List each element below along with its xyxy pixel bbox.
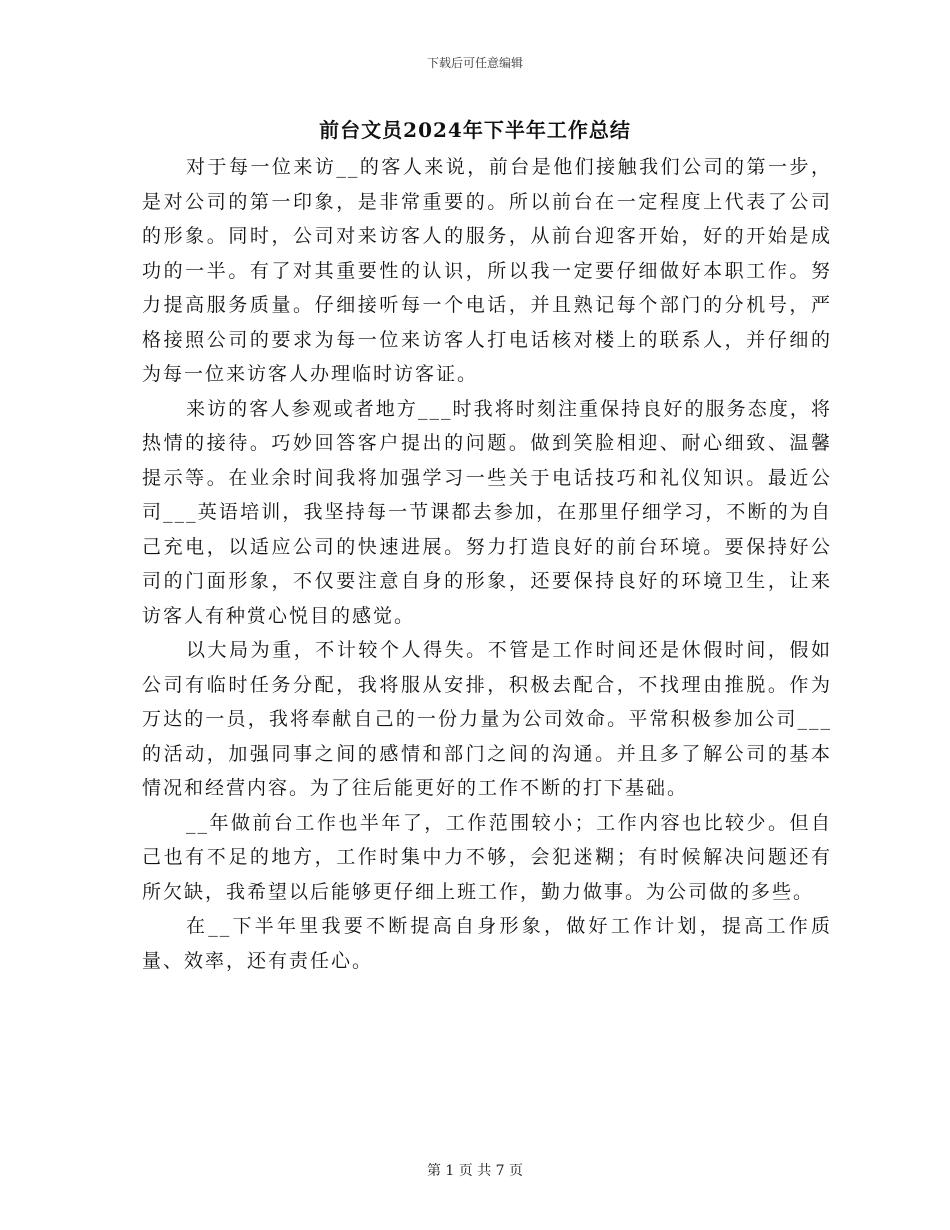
header-note: 下载后可任意编辑 <box>426 56 523 70</box>
paragraph-2: 来访的客人参观或者地方___时我将时刻注重保持良好的服务态度，将热情的接待。巧妙回答客户提出的问题。做到笑脸相迎、耐心细致、温馨提示等。在业余时间我将加强学习一些关于电话技巧和礼仪知识。最近公司___英语培训，我坚持每一节课都去参加，在那里仔细学习，不断的为自己充电，以适应公司的快速进展。努力打造良好的前台环境。要保持好公司的门面形象，不仅要注意自身的形象，还要保持良好的环境卫生，让来访客人有种赏心悦目的感觉。 <box>142 397 832 627</box>
page-number: 第 1 页 共 7 页 <box>426 1163 524 1179</box>
paragraph-3: 以大局为重，不计较个人得失。不管是工作时间还是休假时间，假如公司有临时任务分配，我将服从安排，积极去配合，不找理由推脱。作为万达的一员，我将奉献自己的一份力量为公司效命。平常积极参加公司___的活动，加强同事之间的感情和部门之间的沟通。并且多了解公司的基本情况和经营内容。为了往后能更好的工作不断的打下基础。 <box>142 639 832 799</box>
paragraph-5: 在__下半年里我要不断提高自身形象，做好工作计划，提高工作质量、效率，还有责任心。 <box>142 915 832 972</box>
paragraph-1: 对于每一位来访__的客人来说，前台是他们接触我们公司的第一步，是对公司的第一印象，是非常重要的。所以前台在一定程度上代表了公司的形象。同时，公司对来访客人的服务，从前台迎客开始，好的开始是成功的一半。有了对其重要性的认识，所以我一定要仔细做好本职工作。努力提高服务质量。仔细接听每一个电话，并且熟记每个部门的分机号，严格接照公司的要求为每一位来访客人打电话核对楼上的联系人，并仔细的为每一位来访客人办理临时访客证。 <box>142 156 832 385</box>
document-title: 前台文员2024年下半年工作总结 <box>319 118 631 142</box>
paragraph-4: __年做前台工作也半年了，工作范围较小；工作内容也比较少。但自己也有不足的地方，工作时集中力不够，会犯迷糊；有时候解决问题还有所欠缺，我希望以后能够更仔细上班工作，勤力做事。为公司做的多些。 <box>142 811 832 903</box>
document-body <box>142 150 832 978</box>
